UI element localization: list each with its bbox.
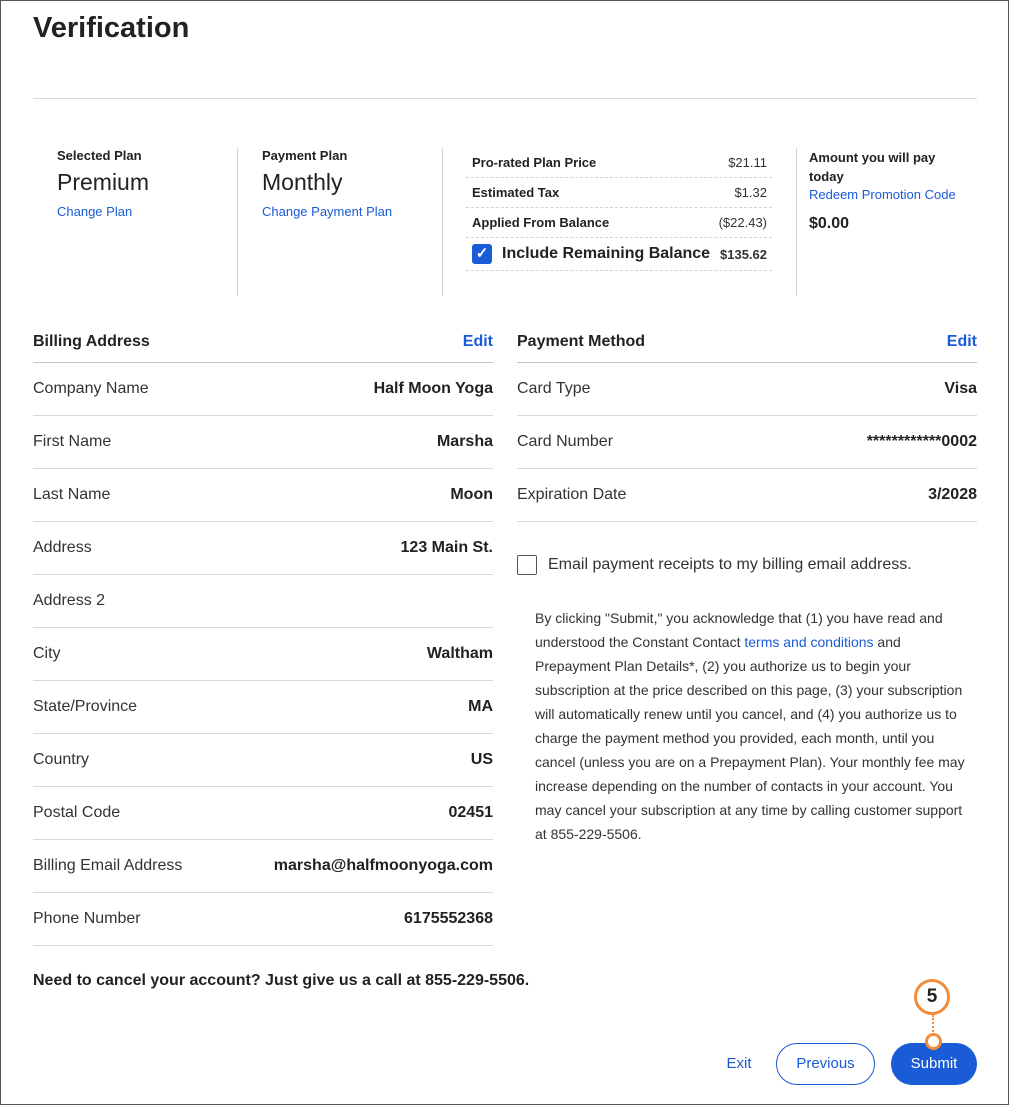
field-value: 123 Main St.	[400, 539, 493, 556]
field-value: Visa	[944, 380, 977, 397]
field-value: 6175552368	[404, 910, 493, 927]
email-receipts-label: Email payment receipts to my billing email address.	[548, 556, 912, 573]
field-value: Half Moon Yoga	[373, 380, 493, 397]
include-balance-checkbox[interactable]: ✓	[472, 244, 492, 264]
field-label: Company Name	[33, 380, 149, 397]
billing-row	[33, 628, 493, 681]
email-receipts-option	[517, 555, 912, 575]
field-label: Card Number	[517, 433, 614, 450]
terms-link[interactable]: terms and conditions	[744, 634, 874, 650]
price-label: Pro-rated Plan Price	[472, 155, 597, 170]
billing-row	[33, 469, 493, 522]
payment-edit-link[interactable]: Edit	[946, 333, 977, 350]
change-payment-plan-link[interactable]: Change Payment Plan	[262, 204, 393, 219]
redeem-promotion-link[interactable]: Redeem Promotion Code	[809, 187, 956, 202]
field-value: 3/2028	[928, 486, 977, 503]
billing-row	[33, 787, 493, 840]
price-value: ($22.43)	[718, 215, 767, 230]
billing-address-section	[33, 322, 493, 946]
amount-due-label: Amount you will pay today	[809, 150, 936, 184]
field-value: ************0002	[866, 433, 977, 450]
cancel-account-note: Need to cancel your account? Just give us a call at 855-229-5506.	[33, 972, 530, 989]
field-label: State/Province	[33, 698, 138, 715]
price-label: Estimated Tax	[472, 185, 560, 200]
payment-row	[517, 363, 977, 416]
billing-header	[33, 322, 493, 363]
billing-row	[33, 575, 493, 628]
field-value: MA	[468, 698, 493, 715]
email-receipts-checkbox[interactable]	[517, 555, 537, 575]
field-value: Moon	[450, 486, 493, 503]
billing-row	[33, 840, 493, 893]
billing-row	[33, 734, 493, 787]
column-divider	[796, 148, 797, 296]
payment-plan-value: Monthly	[262, 169, 343, 195]
include-balance-value: $135.62	[720, 246, 767, 262]
amount-due-value: $0.00	[809, 215, 850, 232]
legal-text-part1: By clicking "Submit," you acknowledge that (1) you have read and understood the Constant Contact	[535, 610, 943, 650]
billing-row	[33, 363, 493, 416]
title-divider	[33, 98, 977, 99]
callout-leader-line	[932, 1015, 934, 1035]
payment-header	[517, 322, 977, 363]
include-balance-row	[466, 238, 772, 271]
payment-row	[517, 416, 977, 469]
step-callout-badge: 5	[914, 979, 950, 1015]
page-title: Verification	[33, 12, 190, 44]
column-divider	[237, 148, 238, 296]
billing-edit-link[interactable]: Edit	[462, 333, 493, 350]
field-label: Phone Number	[33, 910, 141, 927]
payment-row	[517, 469, 977, 522]
billing-row	[33, 893, 493, 946]
field-value: US	[470, 751, 493, 768]
field-label: Address 2	[33, 592, 106, 609]
amount-due-block	[809, 148, 969, 233]
legal-disclaimer	[535, 606, 965, 846]
selected-plan-block	[57, 148, 149, 219]
field-label: Country	[33, 751, 90, 768]
change-plan-link[interactable]: Change Plan	[57, 204, 133, 219]
selected-plan-value: Premium	[57, 169, 150, 195]
billing-row	[33, 681, 493, 734]
billing-title: Billing Address	[33, 333, 150, 350]
include-balance-label: Include Remaining Balance	[502, 245, 711, 262]
pricing-table	[466, 148, 772, 271]
field-label: Expiration Date	[517, 486, 627, 503]
field-value: Marsha	[436, 433, 493, 450]
callout-pointer-dot	[925, 1033, 942, 1050]
field-label: First Name	[33, 433, 112, 450]
payment-method-section	[517, 322, 977, 522]
legal-text-part2: and Prepayment Plan Details*, (2) you authorize us to begin your subscription at the price described on this page, (3) your subscription will automatically renew until you cancel, and (4) you authorize us to charge the payment method you provided, each month, until you cancel (unless you are on a Prepayment Plan). Your monthly fee may increase depending on the number of contacts in your account. You may cancel your subscription at any time by calling customer support at 855-229-5506.	[535, 634, 965, 842]
field-label: Billing Email Address	[33, 857, 183, 874]
submit-button[interactable]: Submit	[891, 1043, 977, 1085]
selected-plan-label: Selected Plan	[57, 148, 142, 163]
price-label: Applied From Balance	[472, 215, 610, 230]
price-row	[466, 178, 772, 208]
payment-plan-label: Payment Plan	[262, 148, 348, 163]
previous-button[interactable]: Previous	[776, 1043, 875, 1085]
exit-button[interactable]: Exit	[726, 1055, 752, 1072]
payment-title: Payment Method	[517, 333, 646, 350]
billing-row	[33, 416, 493, 469]
billing-row	[33, 522, 493, 575]
payment-plan-block	[262, 148, 392, 219]
column-divider	[442, 148, 443, 296]
price-value: $1.32	[734, 185, 767, 200]
price-value: $21.11	[728, 155, 767, 170]
field-label: City	[33, 645, 61, 662]
field-value: Waltham	[426, 645, 493, 662]
field-value: 02451	[448, 804, 493, 821]
field-label: Postal Code	[33, 804, 121, 821]
field-value: marsha@halfmoonyoga.com	[273, 857, 493, 874]
field-label: Card Type	[517, 380, 591, 397]
field-label: Address	[33, 539, 92, 556]
price-row	[466, 208, 772, 238]
field-label: Last Name	[33, 486, 111, 503]
price-row	[466, 148, 772, 178]
